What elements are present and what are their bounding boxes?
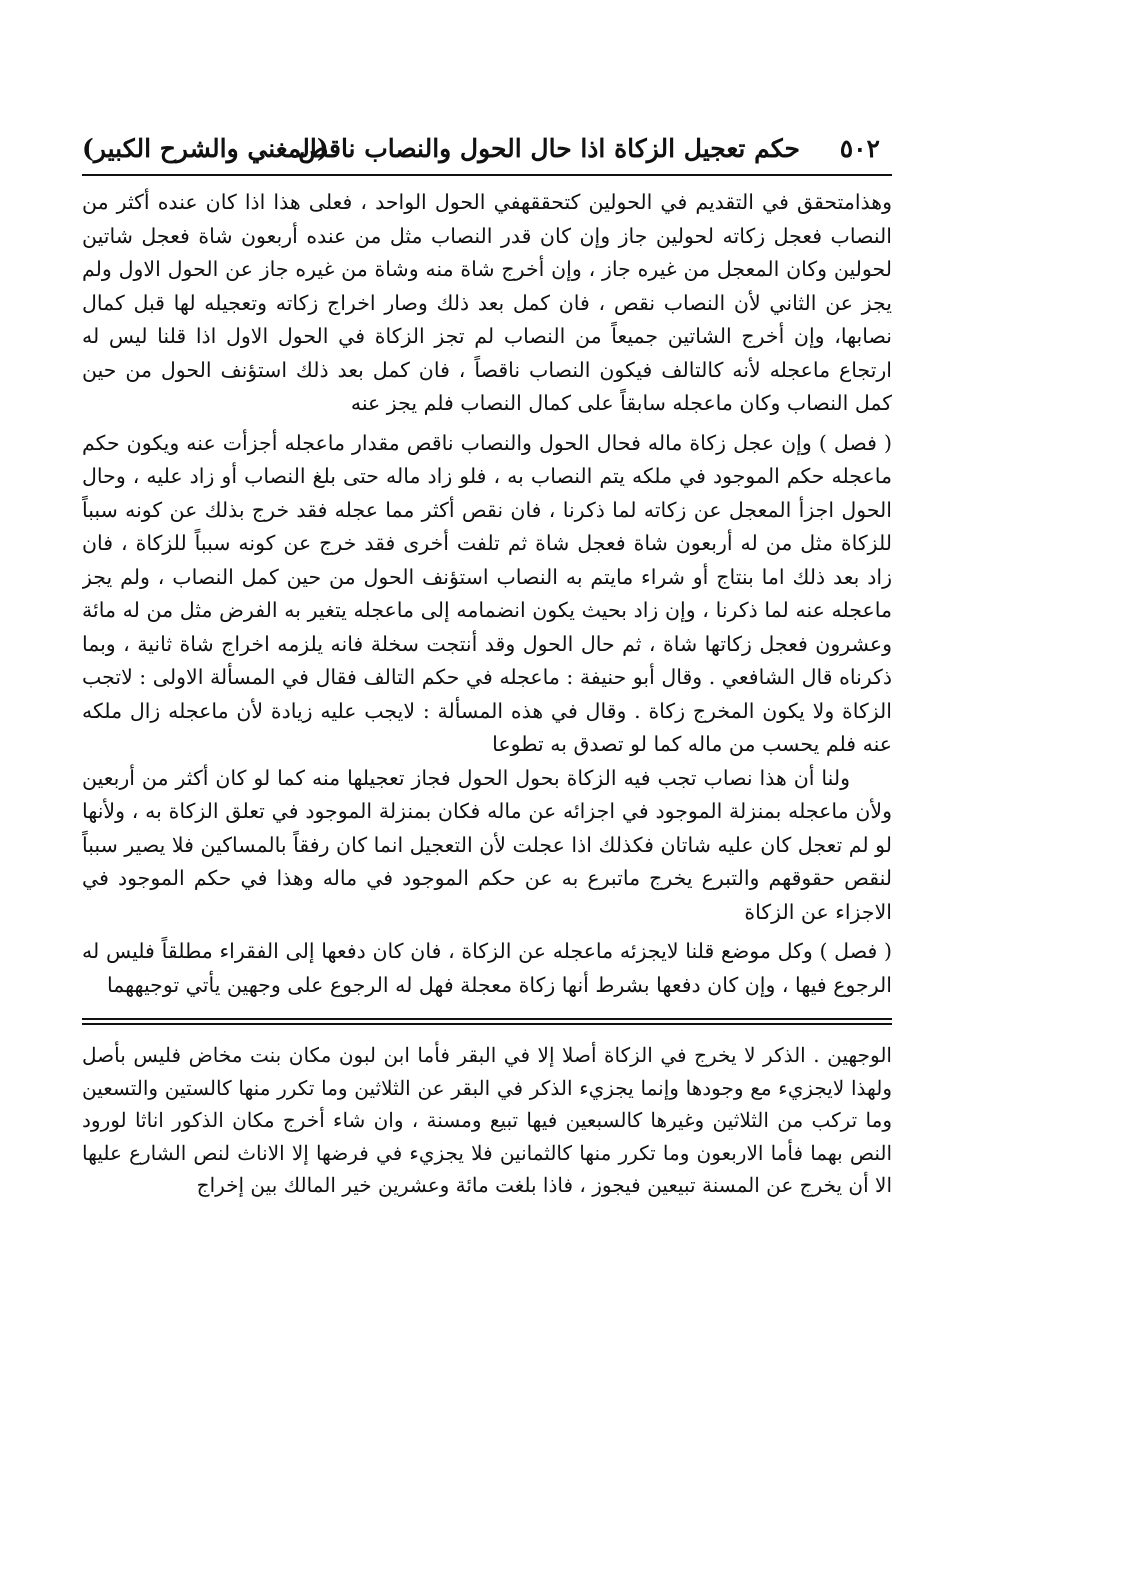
footnote-text: الوجهين . الذكر لا يخرج في الزكاة أصلا إلا في البقر فأما ابن لبون مكان بنت مخاض فليس بأصل ولهذا لايجزيء مع وجودها وإنما يجزيء الذكر في البقر عن الثلاثين وما تكرر منها كالستين والتسعين وما تركب من الثلاثين وغيرها كالسبعين فيها تبيع ومسنة ، وان شاء أخرج مكان الذكور اناثا لورود النص بهما فأما الاربعون وما تكرر منها كالثمانين فلا يجزيء في فرضها إلا الاناث لنص الشارع عليها الا أن يخرج عن المسنة تبيعين فيجوز ، فاذا بلغت مائة وعشرين خير المالك بين إخراج — [82, 1043, 892, 1197]
running-header — [82, 128, 892, 172]
paragraph: ( فصل ) وإن عجل زكاة ماله فحال الحول والنصاب ناقص مقدار ماعجله أجزأت عنه ويكون حكم ماعجله حكم الموجود في ملكه يتم النصاب به ، فلو زاد ماله حتى بلغ النصاب أو زاد عليه ، وحال الحول اجزأ المعجل عن زكاته لما ذكرنا ، فان نقص أكثر مما عجله فقد خرج بذلك عن كونه سبباً للزكاة مثل من له أربعون شاة فعجل شاة ثم تلفت أخرى فقد خرج عن كونه سبباً للزكاة ، فان زاد بعد ذلك اما بنتاج أو شراء مايتم به النصاب استؤنف الحول من حين كمل النصاب ، ولم يجز ماعجله عنه لما ذكرنا ، وإن زاد بحيث يكون انضمامه إلى ماعجله يتغير به الفرض مثل من له مائة وعشرون فعجل زكاتها شاة ، ثم حال الحول وقد أنتجت سخلة فانه يلزمه اخراج شاة ثانية ، وبما ذكرناه قال الشافعي . وقال أبو حنيفة : ماعجله في حكم التالف فقال في المسألة الاولى : لاتجب الزكاة ولا يكون المخرج زكاة . وقال في هذه المسألة : لايجب عليه زيادة لأن ماعجله زال ملكه عنه فلم يحسب من ماله كما لو تصدق به تطوعا — [82, 430, 892, 756]
main-text — [82, 186, 892, 1002]
paragraph: ولنا أن هذا نصاب تجب فيه الزكاة بحول الحول فجاز تعجيلها منه كما لو كان أكثر من أربعين ولأن ماعجله بمنزلة الموجود في اجزائه عن ماله فكان بمنزلة الموجود في تعلق الزكاة به ، ولأنها لو لم تعجل كان عليه شاتان فكذلك اذا عجلت لأن التعجيل انما كان رفقاً بالمساكين فلا يصير سبباً لنقص حقوقهم والتبرع يخرج ماتبرع به عن حكم الموجود في ماله وهذا في حكم الموجود في الاجزاء عن الزكاة — [82, 765, 892, 924]
book-title: (المغني والشرح الكبير) — [82, 134, 329, 163]
paragraph: ( فصل ) وكل موضع قلنا لايجزئه ماعجله عن الزكاة ، فان كان دفعها إلى الفقراء مطلقاً فليس له الرجوع فيها ، وإن كان دفعها بشرط أنها زكاة معجلة فهل له الرجوع على وجهين يأتي توجيههما — [82, 939, 892, 997]
header-rule — [82, 174, 892, 176]
footnote-separator — [82, 1018, 892, 1025]
page-number: ٥٠٢ — [839, 134, 880, 163]
paragraph: وهذامتحقق في التقديم في الحولين كتحققهفي الحول الواحد ، فعلى هذا اذا كان عنده أكثر من النصاب فعجل زكاته لحولين جاز وإن كان قدر النصاب مثل من عنده أربعون شاة فعجل شاتين لحولين وكان المعجل من غيره جاز ، وإن أخرج شاة منه وشاة من غيره جاز عن الحول الاول ولم يجز عن الثاني لأن النصاب نقص ، فان كمل بعد ذلك وصار اخراج زكاته وتعجيله لها قبل كمال نصابها، وإن أخرج الشاتين جميعاً من النصاب لم تجز الزكاة في الحول الاول اذا قلنا ليس له ارتجاع ماعجله لأنه كالتالف فيكون النصاب ناقصاً ، فان كمل بعد ذلك استؤنف الحول من حين كمل النصاب وكان ماعجله سابقاً على كمال النصاب فلم يجز عنه — [82, 190, 892, 415]
page — [82, 128, 892, 1458]
footnote — [82, 1039, 892, 1202]
header-title: حكم تعجيل الزكاة اذا حال الحول والنصاب ناقص — [298, 134, 800, 163]
